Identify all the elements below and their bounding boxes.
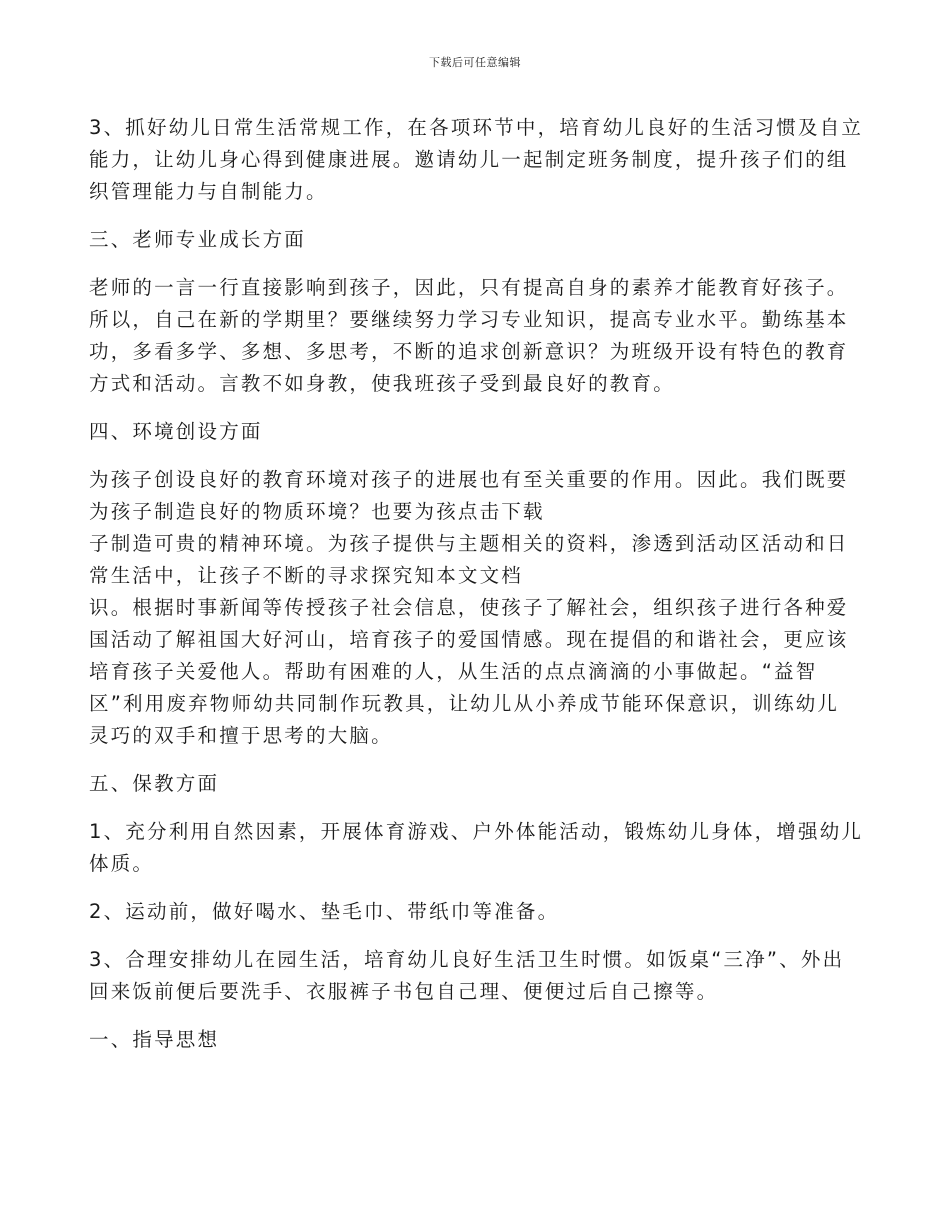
document-body [89, 112, 864, 1072]
text-line: 能力，让幼儿身心得到健康进展。邀请幼儿一起制定班务制度，提升孩子们的组 [89, 148, 849, 171]
section-heading-environment: 四、环境创设方面 [89, 420, 263, 443]
text-line: 功，多看多学、多想、多思考，不断的追求创新意识？为班级开设有特色的教育 [89, 340, 849, 363]
paragraph-care-item-1 [89, 816, 864, 880]
text-line: 体质。 [89, 852, 155, 875]
text-line: 3、合理安排幼儿在园生活，培育幼儿良好生活卫生时惯。如饭桌“三净”、外出 [89, 948, 845, 971]
text-line: 培育孩子关爱他人。帮助有困难的人，从生活的点点滴滴的小事做起。“益智 [89, 660, 818, 683]
page-header: 下载后可任意编辑 [429, 56, 521, 69]
paragraph-care-item-2 [89, 896, 864, 928]
section-heading-guiding-ideology: 一、指导思想 [89, 1028, 220, 1051]
text-line: 2、运动前，做好喝水、垫毛巾、带纸巾等准备。 [89, 900, 560, 923]
text-line: 识。根据时事新闻等传授孩子社会信息，使孩子了解社会，组织孩子进行各种爱 [89, 596, 849, 619]
paragraph-teacher-growth [89, 272, 864, 400]
section-heading-teacher-growth: 三、老师专业成长方面 [89, 228, 307, 251]
paragraph-daily-routine [89, 112, 864, 208]
text-line: 国活动了解祖国大好河山，培育孩子的爱国情感。现在提倡的和谐社会，更应该 [89, 628, 849, 651]
text-line: 区”利用废弃物师幼共同制作玩教具，让幼儿从小养成节能环保意识，训练幼儿 [89, 692, 840, 715]
section-heading-care-education: 五、保教方面 [89, 772, 220, 795]
text-line: 所以，自己在新的学期里？要继续努力学习专业知识，提高专业水平。勤练基本 [89, 308, 849, 331]
paragraph-care-item-3 [89, 944, 864, 1008]
text-line: 常生活中，让孩子不断的寻求探究知本文文档 [89, 564, 524, 587]
text-line: 老师的一言一行直接影响到孩子，因此，只有提高自身的素养才能教育好孩子。 [89, 276, 849, 299]
paragraph-environment [89, 464, 864, 752]
text-line: 方式和活动。言教不如身教，使我班孩子受到最良好的教育。 [89, 372, 675, 395]
text-line: 为孩子创设良好的教育环境对孩子的进展也有至关重要的作用。因此。我们既要 [89, 468, 849, 491]
text-line: 织管理能力与自制能力。 [89, 180, 328, 203]
text-line: 灵巧的双手和擅于思考的大脑。 [89, 724, 393, 747]
text-line: 1、充分利用自然因素，开展体育游戏、户外体能活动，锻炼幼儿身体，增强幼儿 [89, 820, 864, 843]
text-line: 为孩子制造良好的物质环境？也要为孩点击下载 [89, 500, 545, 523]
text-line: 回来饭前便后要洗手、衣服裤子书包自己理、便便过后自己擦等。 [89, 980, 719, 1003]
text-line: 3、抓好幼儿日常生活常规工作，在各项环节中，培育幼儿良好的生活习惯及自立 [89, 116, 864, 139]
text-line: 子制造可贵的精神环境。为孩子提供与主题相关的资料，渗透到活动区活动和日 [89, 532, 849, 555]
